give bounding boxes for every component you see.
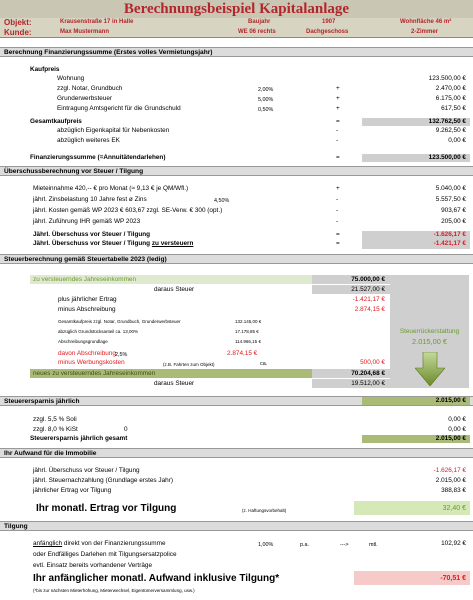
zve-label: zu versteuerndes Jahreseinkommen xyxy=(33,276,137,283)
final-label: Ihr anfänglicher monatl. Aufwand inklusive Tilgung* xyxy=(33,573,280,584)
werbung-note: (z.B. Fahrten zum Objekt) xyxy=(163,362,215,367)
fin-row-op: + xyxy=(336,85,340,92)
zve-value: 75.000,00 € xyxy=(351,276,385,283)
baujahr-value: 1907 xyxy=(322,19,336,25)
result2-link: zu versteuern xyxy=(151,240,194,247)
ueb-row-op: - xyxy=(336,218,339,225)
aufwand-nach-value: 2.015,00 € xyxy=(435,477,466,484)
result2-label: Jährl. Überschuss vor Steuer / Tilgung xyxy=(33,240,151,247)
ersparnis-gesamt-value: 2.015,00 € xyxy=(435,435,466,442)
header-row-objekt xyxy=(0,18,473,28)
ersparnis-heading-value: 2.015,00 € xyxy=(435,397,466,404)
section-tilgung: Tilgung xyxy=(0,521,473,531)
soli-value: 0,00 € xyxy=(448,416,466,423)
abzug-row-op: - xyxy=(336,127,339,134)
soli-label: zzgl. 5,5 % Soli xyxy=(33,416,77,423)
abzug-row-value: 0,00 € xyxy=(448,137,466,144)
davon-value: 2.874,15 € xyxy=(227,350,258,357)
ueb-row-op: - xyxy=(336,196,339,203)
result2-op: = xyxy=(336,240,340,247)
kunde-value: Max Mustermann xyxy=(60,29,110,35)
steuer1-value: 21.527,00 € xyxy=(351,286,385,293)
ueb-row-label: jährl. Zuführung IHR gemäß WP 2023 xyxy=(33,218,141,225)
neu-label: neues zu versteuerndes Jahreseinkommen xyxy=(33,370,156,377)
afa-row-label: Gesamtkaufpreis zzgl. Notar, Grundbuch, Grunderwerbsteuer xyxy=(58,319,181,324)
header-row-kunde xyxy=(0,28,473,38)
steuer2-label: daraus Steuer xyxy=(154,380,195,387)
fin-row-label: zzgl. Notar, Grundbuch xyxy=(57,85,123,92)
fin-row-label: Wohnung xyxy=(57,75,85,82)
kist-mid: 0 xyxy=(124,426,128,433)
ueb-row-value: 5.040,00 € xyxy=(435,185,466,192)
plus-value: -1.421,17 € xyxy=(352,296,385,303)
afa-row-label: Abschreibungsgrundlage xyxy=(58,339,108,344)
monat-note: (z. Haftungsvorbehalt) xyxy=(242,508,287,513)
fin-row-value: 2.470,00 € xyxy=(435,85,466,92)
fin-row-label: Eintragung Amtsgericht für die Grundschuld xyxy=(57,105,181,112)
result2-value: -1.421,17 € xyxy=(433,240,466,247)
tilgung-arrow: ---> xyxy=(340,542,349,548)
zimmer-value: 2-Zimmer xyxy=(411,29,439,35)
section-ueberschuss: Überschussberechnung vor Steuer / Tilgung xyxy=(0,166,473,176)
kist-label: zzgl. 8,0 % KiSt xyxy=(33,426,78,433)
ersparnis-gesamt-label: Steuerersparnis jährlich gesamt xyxy=(30,435,128,442)
fin-row-pct: 2,00% xyxy=(258,87,274,93)
wohnflaeche: Wohnfläche 46 m² xyxy=(400,19,452,25)
result1-op: = xyxy=(336,231,340,238)
afa-row-label: abzüglich Grundstücksanteil ca. 13,00% xyxy=(58,329,139,334)
steuer1-label: daraus Steuer xyxy=(154,286,195,293)
fin-row-pct: 0,50% xyxy=(258,107,274,113)
gesamt-label: Gesamtkaufpreis xyxy=(30,118,82,125)
werbung-ca: ca. xyxy=(260,361,268,367)
abzug-row-op: - xyxy=(336,137,339,144)
davon-pct: 2,5% xyxy=(115,352,128,358)
kunde-label: Kunde: xyxy=(4,28,32,37)
ueb-row-op: - xyxy=(336,207,339,214)
fin-row-op: + xyxy=(336,105,340,112)
gesamt-op: = xyxy=(336,118,340,125)
summe-value: 123.500,00 € xyxy=(428,154,466,161)
ueb-row-value: 5.557,50 € xyxy=(435,196,466,203)
ueb-row-value: 903,67 € xyxy=(441,207,466,214)
aufwand-ueb-value: -1.626,17 € xyxy=(433,467,466,474)
erstattung-label: Steuerrückerstattung xyxy=(399,328,460,335)
summe-label: Finanzierungssumme (=Annuitätendarlehen) xyxy=(30,154,166,161)
final-value: -70,51 € xyxy=(440,575,466,582)
aufwand-ueb-label: jährl. Überschuss vor Steuer / Tilgung xyxy=(33,467,140,474)
geschoss-value: Dachgeschoss xyxy=(306,29,349,35)
summe-op: = xyxy=(336,154,340,161)
objekt-label: Objekt: xyxy=(4,18,32,27)
result1-label: Jährl. Überschuss vor Steuer / Tilgung xyxy=(33,231,151,238)
we-value: WE 06 rechts xyxy=(238,29,276,35)
abzug-row-label: abzüglich Eigenkapital für Nebenkosten xyxy=(57,127,170,134)
down-arrow-icon xyxy=(415,352,445,386)
werbung-value: 500,00 € xyxy=(360,359,385,366)
kaufpreis-label: Kaufpreis xyxy=(30,66,60,73)
tilgung-mtl: mtl. xyxy=(369,542,378,548)
section-ersparnis: Steuerersparnis jährlich xyxy=(0,396,473,406)
afa-row-value: 114.966,15 € xyxy=(235,339,261,344)
kist-value: 0,00 € xyxy=(448,426,466,433)
minus-value: 2.874,15 € xyxy=(354,306,385,313)
aufwand-ertrag-value: 388,83 € xyxy=(441,487,466,494)
fin-row-value: 123.500,00 € xyxy=(428,75,466,82)
aufwand-nach-label: jährl. Steuernachzahlung (Grundlage erstes Jahr) xyxy=(33,477,173,484)
ueb-row-label: jährl. Zinsbelastung 10 Jahre fest ø Zins xyxy=(33,196,147,203)
section-aufwand: Ihr Aufwand für die Immobilie xyxy=(0,448,473,458)
tilgung-row1-label: direkt von der Finanzierungssumme xyxy=(62,540,166,547)
fin-row-label: Grunderwerbsteuer xyxy=(57,95,113,102)
ueb-row-pct: 4,50% xyxy=(214,198,230,204)
abzug-row-value: 9.262,50 € xyxy=(435,127,466,134)
fin-row-pct: 5,00% xyxy=(258,97,274,103)
erstattung-value: 2.015,00 € xyxy=(412,337,447,346)
tilgung-pct: 1,00% xyxy=(258,542,274,548)
monat-value: 32,40 € xyxy=(442,505,466,512)
ueb-row-op: + xyxy=(336,185,340,192)
section-finanzierung: Berechnung Finanzierungssumme (Erstes volles Vermietungsjahr) xyxy=(0,47,473,57)
neu-value: 70.204,68 € xyxy=(351,370,385,377)
monat-label: Ihr monatl. Ertrag vor Tilgung xyxy=(36,503,177,514)
afa-row-value: 17.178,85 € xyxy=(235,329,259,334)
result2-row xyxy=(33,240,193,248)
ueb-row-label: Mieteinnahme 420,-- € pro Monat (≈ 9,13 € je QM/Wfl.) xyxy=(33,185,189,192)
ueb-row-value: 205,00 € xyxy=(441,218,466,225)
tilgung-pa: p.a. xyxy=(300,542,309,548)
objekt-value: Krausenstraße 17 in Halle xyxy=(60,19,134,25)
tilgung-row2: oder Endfälliges Darlehen mit Tilgungsersatzpolice xyxy=(33,551,177,558)
tilgung-row3: evtl. Einsatz bereits vorhandener Verträge xyxy=(33,562,153,569)
fin-row-op: + xyxy=(336,95,340,102)
aufwand-ertrag-label: jährlicher Ertrag vor Tilgung xyxy=(33,487,112,494)
gesamt-value: 132.762,50 € xyxy=(428,118,466,125)
fin-row-value: 617,50 € xyxy=(441,105,466,112)
tilgung-row1 xyxy=(33,540,166,548)
tilgung-value: 102,92 € xyxy=(441,540,466,547)
abzug-row-label: abzüglich weiteres EK xyxy=(57,137,120,144)
result1-value: -1.626,17 € xyxy=(433,231,466,238)
tilgung-row1-link: anfänglich xyxy=(33,540,63,547)
fin-row-value: 6.175,00 € xyxy=(435,95,466,102)
section-steuer: Steuerberechnung gemäß Steuertabelle 2023 (ledig) xyxy=(0,254,473,264)
steuer2-value: 19.512,00 € xyxy=(351,380,385,387)
minus-label: minus Abschreibung xyxy=(58,306,116,313)
page-title: Berechnungsbeispiel Kapitalanlage xyxy=(0,0,473,18)
footnote: (*bis zur nächsten Mieterhöhung, Mieterwechsel, Eigentümerversammlung, usw.) xyxy=(33,588,195,593)
werbung-label: minus Werbungskosten xyxy=(58,359,125,366)
plus-label: plus jährlicher Ertrag xyxy=(58,296,117,303)
ueb-row-label: jährl. Kosten gemäß WP 2023 € 603,67 zzgl. SE-Verw. € 300 (opt.) xyxy=(33,207,223,214)
afa-row-value: 132.145,00 € xyxy=(235,319,262,324)
baujahr-label: Baujahr xyxy=(248,19,271,25)
davon-label: davon Abschreibung xyxy=(58,350,116,357)
